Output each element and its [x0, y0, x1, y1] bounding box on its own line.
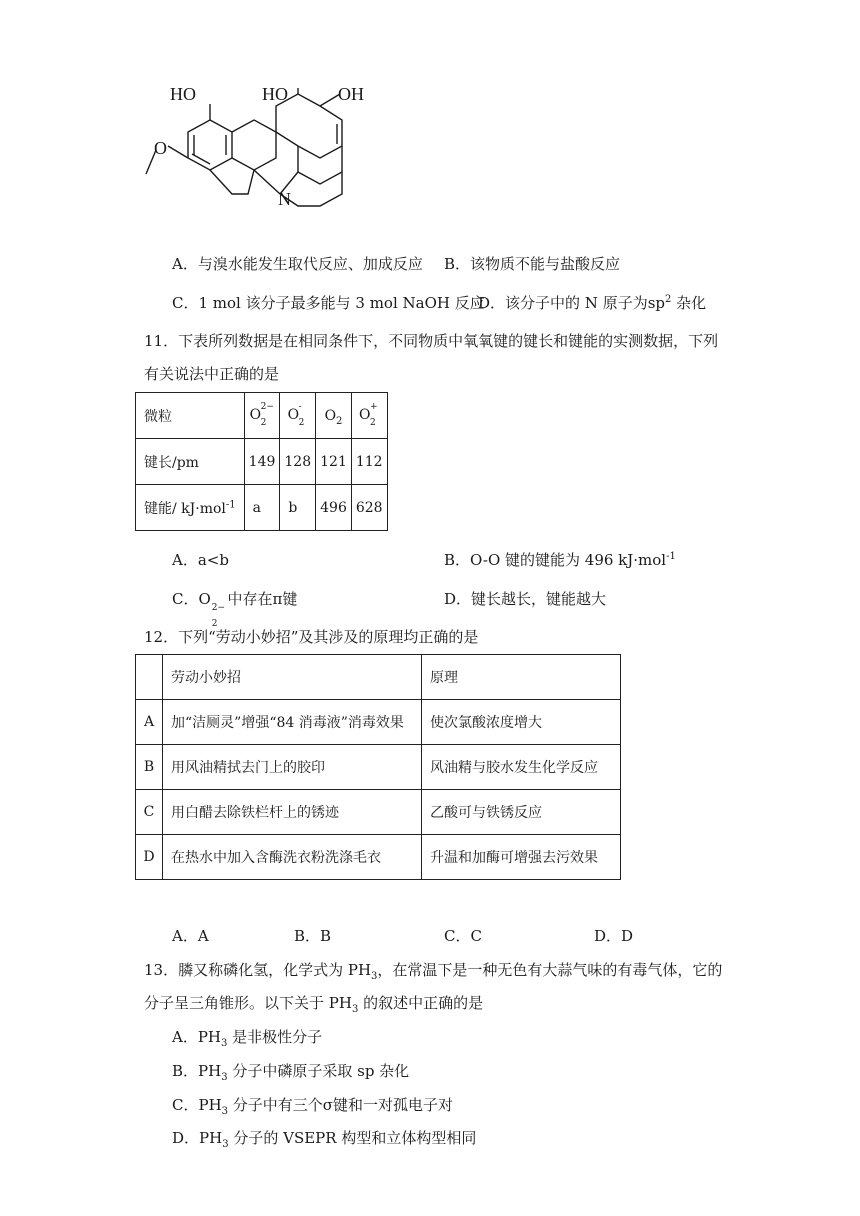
- q12-row-principle: 风油精与胶水发生化学反应: [422, 745, 621, 790]
- q13-stem-line2-post: 的叙述中正确的是: [358, 994, 484, 1012]
- q12-row-trick: 用白醋去除铁栏杆上的锈迹: [163, 790, 422, 835]
- q11-row2-cell: 628: [351, 485, 387, 531]
- q11-row1-label: 键长/pm: [136, 439, 245, 485]
- q11-option-c[interactable]: [172, 589, 298, 629]
- q13-option-b-post: 分子中磷原子采取 sp 杂化: [227, 1062, 410, 1080]
- table-row: [136, 745, 621, 790]
- q11-option-c-text: C．O: [172, 590, 211, 608]
- q12-row-label: B: [136, 745, 163, 790]
- q12-row-trick: 用风油精拭去门上的胶印: [163, 745, 422, 790]
- q12-row-principle: 乙酸可与铁锈反应: [422, 790, 621, 835]
- q11-header-o2-2minus: [244, 393, 280, 439]
- q10-option-a[interactable]: A．与溴水能发生取代反应、加成反应: [172, 255, 423, 273]
- q13-option-c[interactable]: [172, 1095, 453, 1115]
- q13-option-c-post: 分子中有三个σ键和一对孤电子对: [228, 1096, 454, 1114]
- q11-table: [135, 392, 388, 531]
- q11-option-d[interactable]: D．键长越长，键能越大: [444, 590, 607, 608]
- q11-option-c-sup: 2−: [211, 603, 226, 613]
- q10-option-d-text: D．该分子中的 N 原子为sp: [478, 294, 665, 312]
- table-row: [136, 700, 621, 745]
- q11-header-o-4: O: [359, 406, 371, 423]
- q12-header-trick: 劳动小妙招: [163, 655, 422, 700]
- q12-option-b[interactable]: B．B: [294, 927, 332, 945]
- q12-row-principle: 升温和加酶可增强去污效果: [422, 835, 621, 880]
- q10-option-b[interactable]: B．该物质不能与盐酸反应: [444, 255, 621, 273]
- q13-option-a-sub: 3: [221, 1038, 228, 1049]
- q12-option-a[interactable]: A．A: [172, 927, 209, 945]
- structure-label-ho-mid: HO: [262, 84, 288, 104]
- q13-option-a-text: A．PH: [172, 1028, 222, 1046]
- q12-row-trick: 加“洁厕灵”增强“84 消毒液”消毒效果: [163, 700, 422, 745]
- q11-row2-cell: 496: [316, 485, 352, 531]
- table-row: [136, 835, 621, 880]
- q12-option-d[interactable]: D．D: [594, 927, 634, 945]
- q11-option-b[interactable]: [444, 550, 676, 570]
- q11-stem-line2: 有关说法中正确的是: [144, 365, 280, 383]
- q12-option-c[interactable]: C．C: [444, 927, 482, 945]
- q11-header-o-1: O: [249, 406, 262, 423]
- q13-option-a[interactable]: [172, 1027, 322, 1047]
- q13-option-b-text: B．PH: [172, 1062, 222, 1080]
- q11-option-c-post: 中存在π键: [222, 590, 298, 608]
- q11-row2-cell: a: [244, 485, 280, 531]
- q10-option-d-sup: 2: [665, 294, 672, 305]
- q13-stem-line2-text: 分子呈三角锥形。以下关于 PH: [144, 994, 352, 1012]
- structure-label-o: O: [154, 138, 167, 158]
- q11-row2-label: [136, 485, 245, 531]
- q10-option-d[interactable]: [478, 293, 706, 313]
- q11-header-o2-plus: [351, 393, 387, 439]
- q13-option-d-sub: 3: [222, 1139, 229, 1150]
- q11-header-sup-1: 2−: [260, 401, 274, 412]
- q13-stem-line2: [144, 993, 483, 1013]
- q13-stem-line1: [144, 960, 722, 980]
- q13-option-a-post: 是非极性分子: [227, 1028, 323, 1046]
- q11-header-o2-minus: [280, 393, 316, 439]
- molecular-structure: [130, 74, 390, 224]
- q13-option-b[interactable]: [172, 1061, 409, 1081]
- table-row: [136, 485, 388, 531]
- q11-header-o-3: O: [324, 407, 337, 424]
- q12-row-principle: 使次氯酸浓度增大: [422, 700, 621, 745]
- q13-stem-line1-sub: 3: [371, 971, 378, 982]
- q11-row1-cell: 149: [244, 439, 280, 485]
- q12-row-label: D: [136, 835, 163, 880]
- q13-stem-line2-sub: 3: [351, 1004, 359, 1015]
- q11-option-b-sup: -1: [666, 551, 676, 562]
- q13-option-c-sub: 3: [221, 1106, 229, 1117]
- q11-header-sub-4: 2: [370, 417, 376, 428]
- table-row: [136, 439, 388, 485]
- q13-option-c-text: C．PH: [172, 1096, 222, 1114]
- q11-row1-cell: 128: [280, 439, 316, 485]
- q12-header-blank: [136, 655, 163, 700]
- q11-stem-line1: 11．下表所列数据是在相同条件下，不同物质中氧氧键的键长和键能的实测数据，下列: [144, 332, 719, 350]
- q11-row2-label-sup: -1: [225, 498, 236, 510]
- q13-option-d[interactable]: [172, 1128, 476, 1148]
- table-row: [136, 790, 621, 835]
- q11-header-o2: [316, 393, 352, 439]
- q13-option-d-text: D．PH: [172, 1129, 223, 1147]
- q11-option-c-sub: 2: [211, 619, 218, 629]
- q13-option-b-sub: 3: [221, 1072, 228, 1083]
- q12-row-label: C: [136, 790, 163, 835]
- q11-header-sup-2: -: [298, 401, 302, 412]
- q13-option-d-post: 分子的 VSEPR 构型和立体构型相同: [228, 1129, 477, 1147]
- q12-table: [135, 654, 621, 880]
- structure-label-ho-left: HO: [170, 84, 196, 104]
- structure-label-n: N: [278, 189, 291, 209]
- q12-row-label: A: [136, 700, 163, 745]
- structure-label-oh-right: OH: [338, 84, 364, 104]
- q11-header-o-2: O: [287, 406, 300, 423]
- q12-row-trick: 在热水中加入含酶洗衣粉洗涤毛衣: [163, 835, 422, 880]
- q10-option-c[interactable]: C．1 mol 该分子最多能与 3 mol NaOH 反应: [172, 294, 485, 312]
- q11-header-sup-4: +: [370, 401, 378, 412]
- q12-header-principle: 原理: [422, 655, 621, 700]
- table-row: [136, 393, 388, 439]
- q11-header-sub-1: 2: [260, 417, 267, 428]
- q11-header-sub-2: 2: [298, 417, 305, 428]
- q11-row2-cell: b: [280, 485, 316, 531]
- table-row: [136, 655, 621, 700]
- q11-option-a[interactable]: A．a<b: [172, 551, 229, 569]
- q10-option-d-post: 杂化: [671, 294, 707, 312]
- q13-stem-line1-post: ，在常温下是一种无色有大蒜气味的有毒气体，它的: [377, 961, 723, 979]
- q12-stem: 12．下列“劳动小妙招”及其涉及的原理均正确的是: [144, 628, 479, 646]
- q11-row1-cell: 121: [316, 439, 352, 485]
- q11-header-species: 微粒: [136, 393, 245, 439]
- q11-header-sub-3: 2: [336, 415, 343, 427]
- q11-row1-cell: 112: [351, 439, 387, 485]
- q13-stem-line1-text: 13．膦又称磷化氢，化学式为 PH: [144, 961, 372, 979]
- q11-row2-label-text: 键能/ kJ·mol: [144, 500, 226, 517]
- q11-option-b-text: B．O-O 键的键能为 496 kJ·mol: [444, 551, 667, 569]
